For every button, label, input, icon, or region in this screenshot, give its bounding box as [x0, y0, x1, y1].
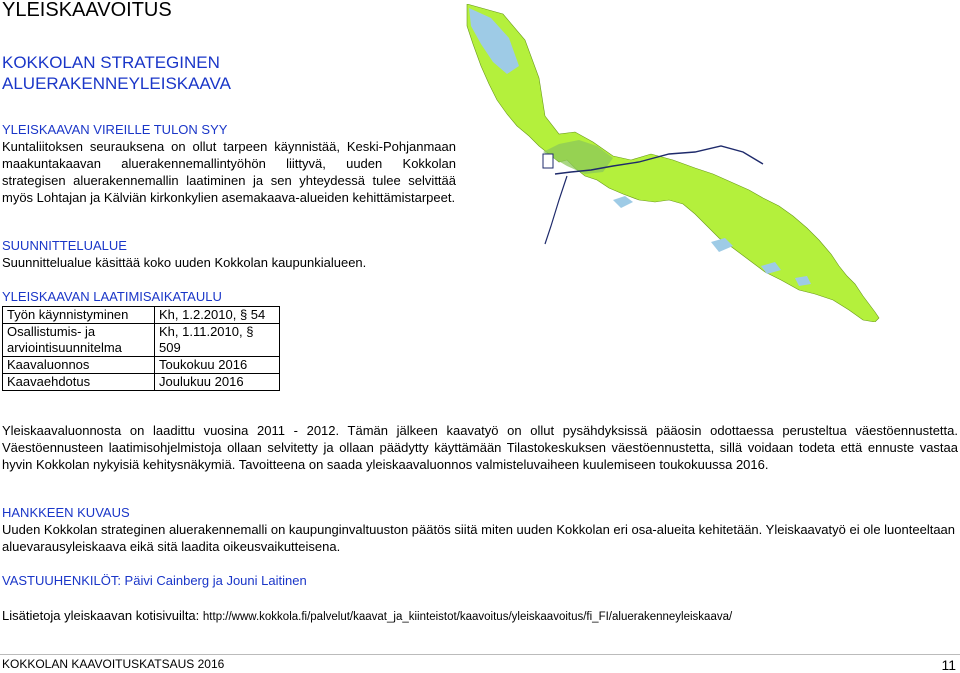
municipality-area [467, 4, 879, 322]
footer-divider [0, 654, 960, 655]
schedule-value: Joulukuu 2016 [155, 374, 280, 391]
plan-name: KOKKOLAN STRATEGINEN ALUERAKENNEYLEISKAAVA [2, 53, 231, 93]
schedule-label: Osallistumis- ja arviointisuunnitelma [3, 324, 155, 357]
area-title: SUUNNITTELUALUE [2, 238, 127, 253]
table-row [3, 357, 280, 374]
cause-text: Kuntaliitoksen seurauksena on ollut tarpeen käynnistää, Keski-Pohjanmaan maakuntakaavan aluerakennemallintyöhön liittyvä, uuden Kokkolan strategisen aluerakennemallin laatiminen ja sen yhteydessä tulee selvittää myös Lohtajan ja Kälviän kirkonkylien asemakaava-alueiden kehittämistarpeet. [2, 139, 456, 205]
project-title: HANKKEEN KUVAUS [2, 505, 130, 520]
more-info-label: Lisätietoja yleiskaavan kotisivuilta: [2, 608, 200, 623]
progress-text: Yleiskaavaluonnosta on laadittu vuosina 2011 - 2012. Tämän jälkeen kaavatyö on ollut pysähdyksissä pääosin odottaessa perusteltua väestöennustetta. Väestöennusteen laatimisohjelmistoja ollaan selvitetty ja ollaan päädytty käyttämään Tilastokeskuksen väestöennustetta, sillä voidaan todeta että ennuste vastaa hyvin Kokkolan nykyisiä kehitysnäkymiä. Tavoitteena on saada yleiskaavaluonnos valmisteluvaiheen kuulemiseen toukokuussa 2016. [2, 423, 958, 472]
responsible-persons: VASTUUHENKILÖT: Päivi Cainberg ja Jouni Laitinen [2, 573, 307, 588]
schedule-value: Toukokuu 2016 [155, 357, 280, 374]
area-section [2, 238, 456, 271]
table-row [3, 374, 280, 391]
schedule-value: Kh, 1.2.2010, § 54 [155, 307, 280, 324]
homepage-link[interactable]: http://www.kokkola.fi/palvelut/kaavat_ja_kiinteistot/kaavoitus/yleiskaavoitus/fi_FI/aluerakenneyleiskaava/ [202, 611, 733, 623]
planning-boundary-line [545, 176, 567, 244]
footer-title: KOKKOLAN KAAVOITUSKATSAUS 2016 [2, 657, 225, 671]
area-text: Suunnittelualue käsittää koko uuden Kokkolan kaupunkialueen. [2, 255, 367, 270]
schedule-title: YLEISKAAVAN LAATIMISAIKATAULU [2, 289, 222, 304]
table-row [3, 324, 280, 357]
schedule-label: Kaavaluonnos [3, 357, 155, 374]
table-row [3, 307, 280, 324]
page-title: YLEISKAAVOITUS [2, 0, 172, 21]
schedule-label: Työn käynnistyminen [3, 307, 155, 324]
cause-title: YLEISKAAVAN VIREILLE TULON SYY [2, 122, 228, 137]
more-info [2, 607, 958, 626]
page-number: 11 [941, 657, 956, 673]
cause-section [2, 122, 456, 206]
schedule-table [2, 306, 280, 391]
planning-area-map [463, 4, 960, 322]
map-marker [543, 154, 553, 168]
schedule-label: Kaavaehdotus [3, 374, 155, 391]
lake [613, 196, 633, 208]
project-text: Uuden Kokkolan strateginen aluerakennemalli on kaupunginvaltuuston päätös siitä miten uuden Kokkolan eri osa-alueita kehitetään. Yleiskaavatyö ei ole luonteeltaan aluevarausyleiskaava eikä sitä laadita oikeusvaikutteisena. [2, 522, 956, 554]
project-section [2, 505, 958, 555]
schedule-value: Kh, 1.11.2010, § 509 [155, 324, 280, 357]
